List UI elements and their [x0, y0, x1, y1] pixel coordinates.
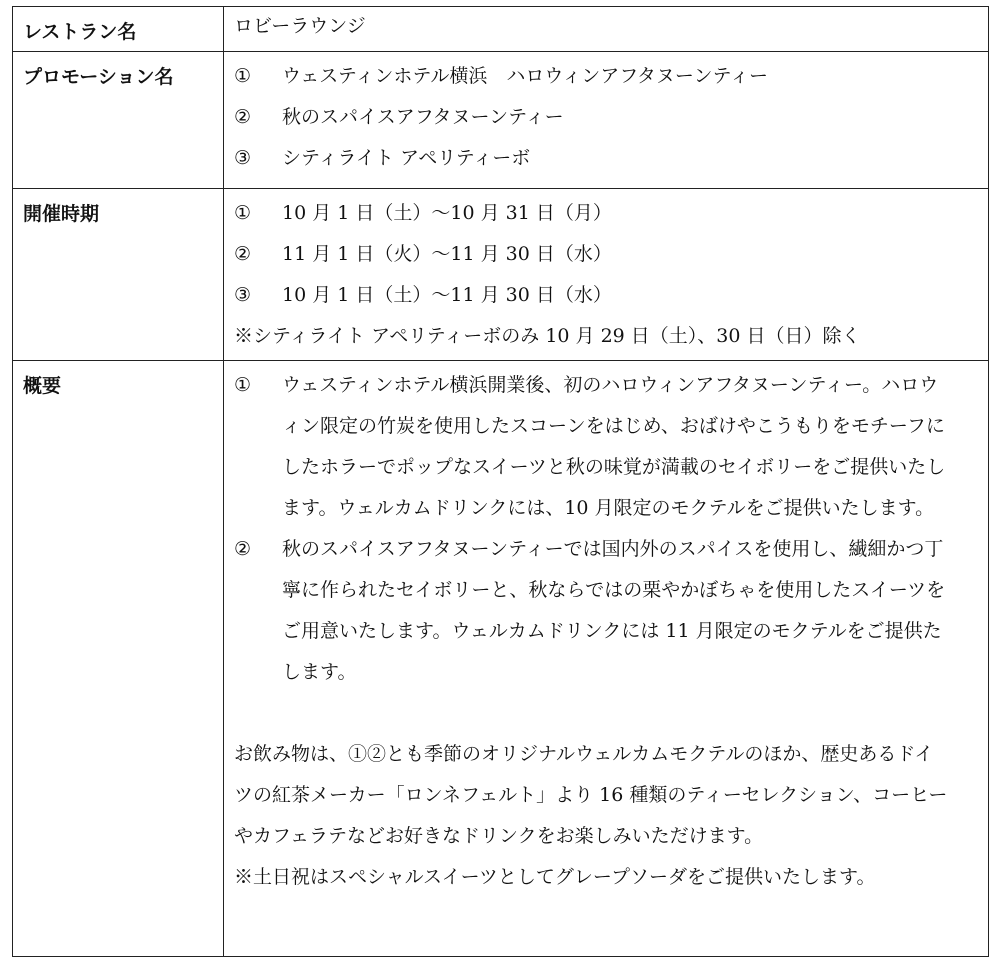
value-period [224, 189, 989, 361]
row-promotion [13, 52, 989, 189]
overview-text: ウェスティンホテル横浜開業後、初のハロウィンアフタヌーンティー。ハロウィン限定の竹炭を使用したスコーンをはじめ、おばけやこうもりをモチーフにしたホラーでポップなスイーツと秋の味覚が満載のセイボリーをご提供いたします。ウェルカムドリンクには、10 月限定のモクテルをご提供いたします。 [282, 374, 946, 519]
value-promotion [224, 52, 989, 189]
row-restaurant [13, 7, 989, 52]
event-info-table [12, 6, 989, 957]
period-text: 10 月 1 日（土）～11 月 30 日（水） [282, 284, 612, 306]
promotion-text: 秋のスパイスアフタヌーンティー [282, 106, 564, 128]
overview-item [234, 529, 988, 693]
label-overview: 概要 [13, 361, 224, 957]
item-number: ① [234, 65, 252, 87]
drinks-text: お飲み物は、①②とも季節のオリジナルウェルカムモクテルのほか、歴史あるドイツの紅茶メーカー「ロンネフェルト」より 16 種類のティーセレクション、コーヒーやカフェラテなどお好きなドリンクをお楽しみいただけます。 [234, 743, 948, 847]
item-number: ③ [234, 284, 252, 306]
item-number: ① [234, 202, 252, 224]
label-restaurant: レストラン名 [13, 7, 224, 52]
period-text: 10 月 1 日（土）～10 月 31 日（月） [282, 202, 612, 224]
promotion-item [234, 138, 988, 179]
restaurant-name: ロビーラウンジ [234, 15, 366, 37]
value-overview [224, 361, 989, 957]
spacer [234, 693, 988, 734]
promotion-item [234, 97, 988, 138]
overview-item [234, 365, 988, 529]
label-promotion: プロモーション名 [13, 52, 224, 189]
promotion-text: シティライト アペリティーボ [282, 147, 531, 169]
row-overview [13, 361, 989, 957]
period-item [234, 193, 988, 234]
value-restaurant [224, 7, 989, 52]
period-item [234, 234, 988, 275]
item-number: ② [234, 106, 252, 128]
promotion-item [234, 56, 988, 97]
promotion-text: ウェスティンホテル横浜 ハロウィンアフタヌーンティー [282, 65, 769, 87]
item-number: ② [234, 538, 252, 560]
overview-text: 秋のスパイスアフタヌーンティーでは国内外のスパイスを使用し、繊細かつ丁寧に作られたセイボリーと、秋ならではの栗やかぼちゃを使用したスイーツをご用意いたします。ウェルカムドリンクには 11 月限定のモクテルをご提供たします。 [282, 538, 946, 683]
item-number: ① [234, 374, 252, 396]
label-period: 開催時期 [13, 189, 224, 361]
item-number: ② [234, 243, 252, 265]
period-item [234, 275, 988, 316]
row-period [13, 189, 989, 361]
overview-note: ※土日祝はスペシャルスイーツとしてグレープソーダをご提供いたします。 [234, 866, 876, 888]
item-number: ③ [234, 147, 252, 169]
period-text: 11 月 1 日（火）～11 月 30 日（水） [282, 243, 612, 265]
period-note: ※シティライト アペリティーボのみ 10 月 29 日（土）、30 日（日）除く [234, 325, 861, 347]
